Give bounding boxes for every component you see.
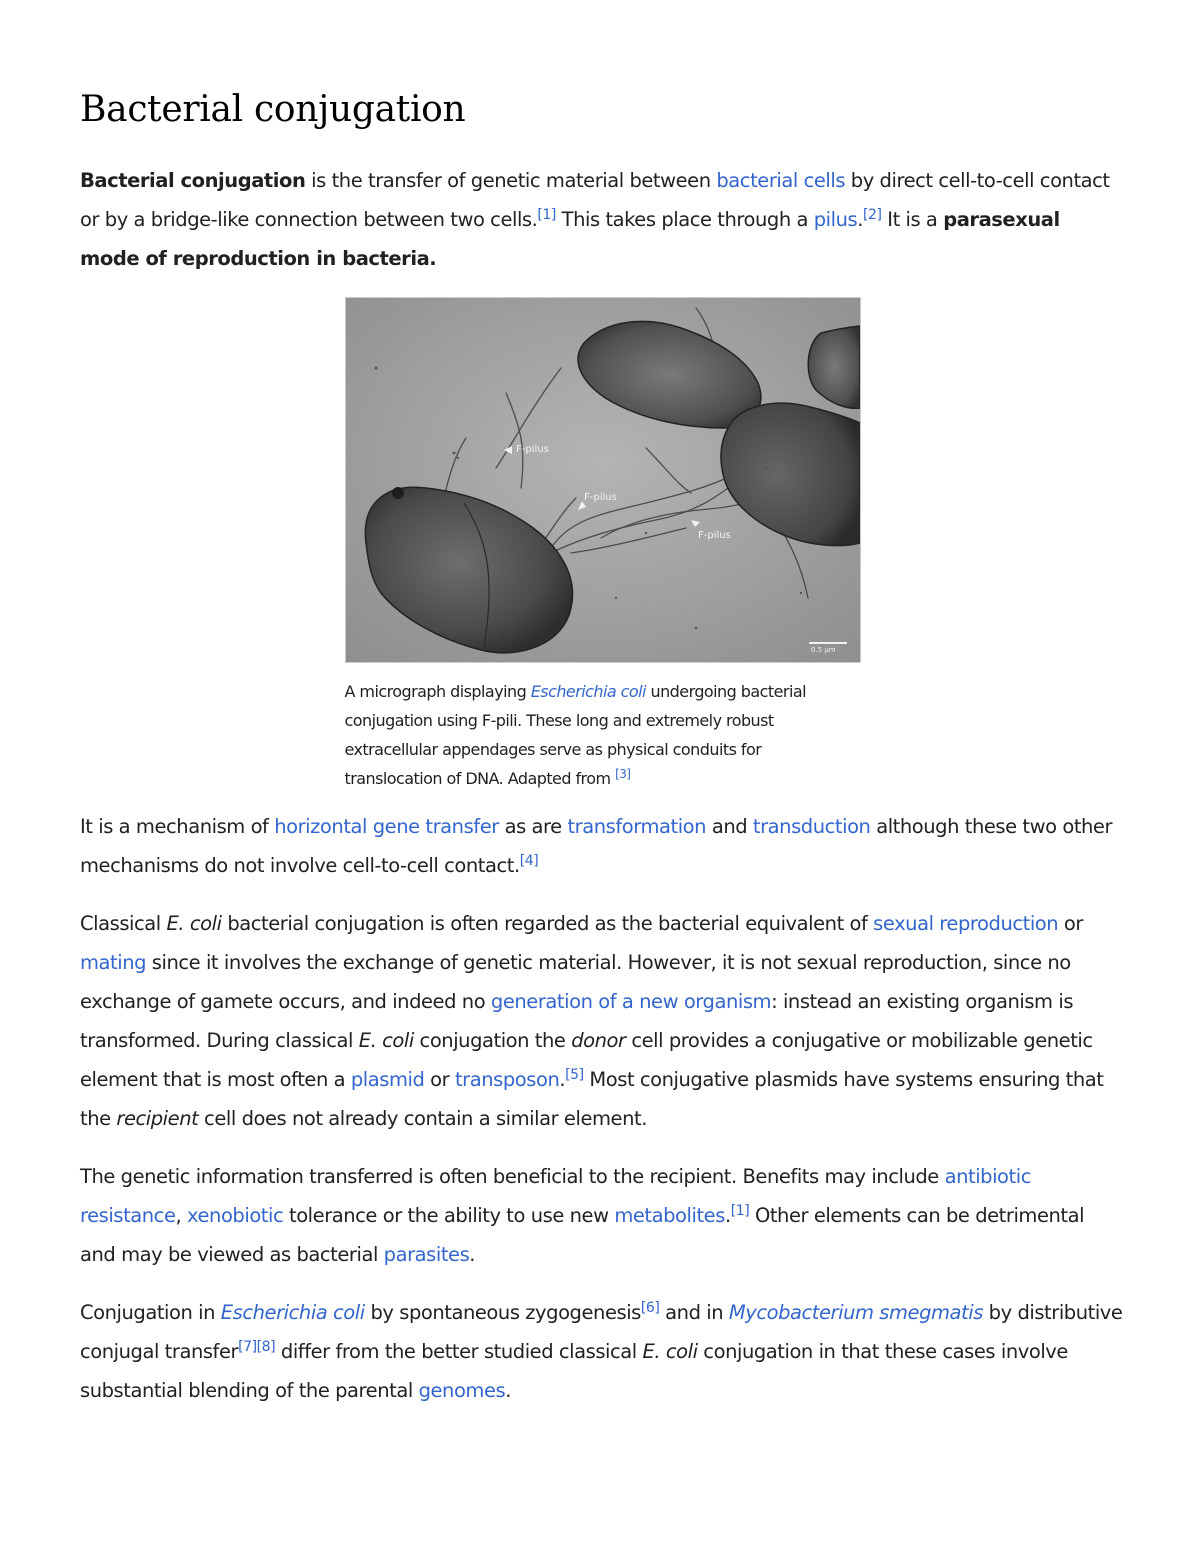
citation-link-2[interactable]: [2] xyxy=(862,207,882,224)
link-transformation[interactable]: transformation xyxy=(567,815,707,839)
bold-term: Bacterial conjugation xyxy=(80,169,306,193)
scale-bar-line xyxy=(809,642,847,644)
link-pilus[interactable]: pilus xyxy=(813,208,858,232)
f-pilus-label-2: F-pilus xyxy=(583,492,617,504)
link-metabolites[interactable]: metabolites xyxy=(614,1204,725,1228)
citation-1 xyxy=(537,207,556,223)
caption-link-ecoli[interactable]: Escherichia coli xyxy=(530,682,646,702)
paragraph-zygogenesis: Conjugation in Escherichia coli by spontaneous zygogenesis[6] and in Mycobacterium smegmatis by distributive conjugal transfer[7][8] differ from the better studied classical E. coli conjugation in that these cases involve substantial blending of the parental genomes. xyxy=(80,1300,1123,1403)
link-xenobiotic[interactable]: xenobiotic xyxy=(187,1204,284,1228)
citation-link-7[interactable]: [7] xyxy=(238,1339,257,1356)
link-horizontal-gene-transfer[interactable]: horizontal gene transfer xyxy=(274,815,499,839)
citation-7 xyxy=(238,1339,257,1355)
citation-5 xyxy=(565,1067,584,1083)
citation-6 xyxy=(641,1300,660,1316)
citation-3 xyxy=(615,767,630,781)
page-title: Bacterial conjugation xyxy=(80,89,466,130)
citation-link-4[interactable]: [4] xyxy=(519,853,539,870)
paragraph-mechanism: It is a mechanism of horizontal gene transfer as are transformation and transduction although these two other mechanisms do not involve cell-to-cell contact.[4] xyxy=(80,815,1113,878)
link-mycobacterium-smegmatis[interactable]: Mycobacterium smegmatis xyxy=(728,1301,983,1325)
scale-bar-label: 0.5 μm xyxy=(810,646,836,655)
link-plasmid[interactable]: plasmid xyxy=(350,1068,425,1092)
link-transduction[interactable]: transduction xyxy=(752,815,871,839)
citation-4 xyxy=(520,853,539,869)
link-bacterial-cells[interactable]: bacterial cells xyxy=(716,169,846,193)
micrograph-figure xyxy=(345,297,861,793)
paragraph-classical: Classical E. coli bacterial conjugation is often regarded as the bacterial equivalent of sexual reproduction or mating since it involves the exchange of genetic material. However, it is not sexual reproduction, since no exchange of gamete occurs, and indeed no generation of a new organism: instead an existing organism is transformed. During classical E. coli conjugation the donor cell provides a conjugative or mobilizable genetic element that is most often a plasmid or transposon.[5] Most conjugative plasmids have systems ensuring that the recipient cell does not already contain a similar element. xyxy=(80,912,1104,1131)
citation-link-8[interactable]: [8] xyxy=(256,1339,276,1356)
article-content xyxy=(80,88,1125,1429)
citation-2 xyxy=(863,207,882,223)
citation-1b xyxy=(731,1203,750,1219)
citation-link-5[interactable]: [5] xyxy=(565,1067,584,1084)
link-parasites[interactable]: parasites xyxy=(383,1243,470,1267)
citation-link-3[interactable]: [3] xyxy=(615,767,631,782)
f-pilus-label-3: F-pilus xyxy=(697,530,731,542)
link-generation-new-organism[interactable]: generation of a new organism xyxy=(490,990,772,1014)
paragraph-benefits: The genetic information transferred is often beneficial to the recipient. Benefits may include antibiotic resistance, xenobiotic tolerance or the ability to use new metabolites.[1] Other elements can be detrimental and may be viewed as bacterial parasites. xyxy=(80,1165,1085,1267)
link-mating[interactable]: mating xyxy=(80,951,147,975)
f-pilus-label-1: F-pilus xyxy=(515,444,549,456)
figure-caption: A micrograph displaying Escherichia coli undergoing bacterial conjugation using F-pili. These long and extremely robust extracellular appendages serve as physical conduits for translocation of DNA. Adapted from [3] xyxy=(344,682,806,789)
citation-8 xyxy=(257,1339,276,1355)
citation-link-1b[interactable]: [1] xyxy=(730,1203,750,1220)
link-escherichia-coli[interactable]: Escherichia coli xyxy=(220,1301,365,1325)
link-transposon[interactable]: transposon xyxy=(454,1068,560,1092)
intro-paragraph: Bacterial conjugation is the transfer of genetic material between bacterial cells by direct cell-to-cell contact or by a bridge-like connection between two cells.[1] This takes place through a pilus.[2] It is a parasexual mode of reproduction in bacteria. xyxy=(80,169,1110,271)
link-genomes[interactable]: genomes xyxy=(418,1379,506,1403)
bold-parasexual: parasexual mode of reproduction in bacteria. xyxy=(80,208,1060,271)
link-sexual-reproduction[interactable]: sexual reproduction xyxy=(873,912,1059,936)
micrograph-image[interactable] xyxy=(345,297,861,663)
link-antibiotic-resistance[interactable]: antibiotic resistance xyxy=(80,1165,1031,1228)
citation-link-1[interactable]: [1] xyxy=(537,207,556,224)
citation-link-6[interactable]: [6] xyxy=(640,1300,660,1317)
